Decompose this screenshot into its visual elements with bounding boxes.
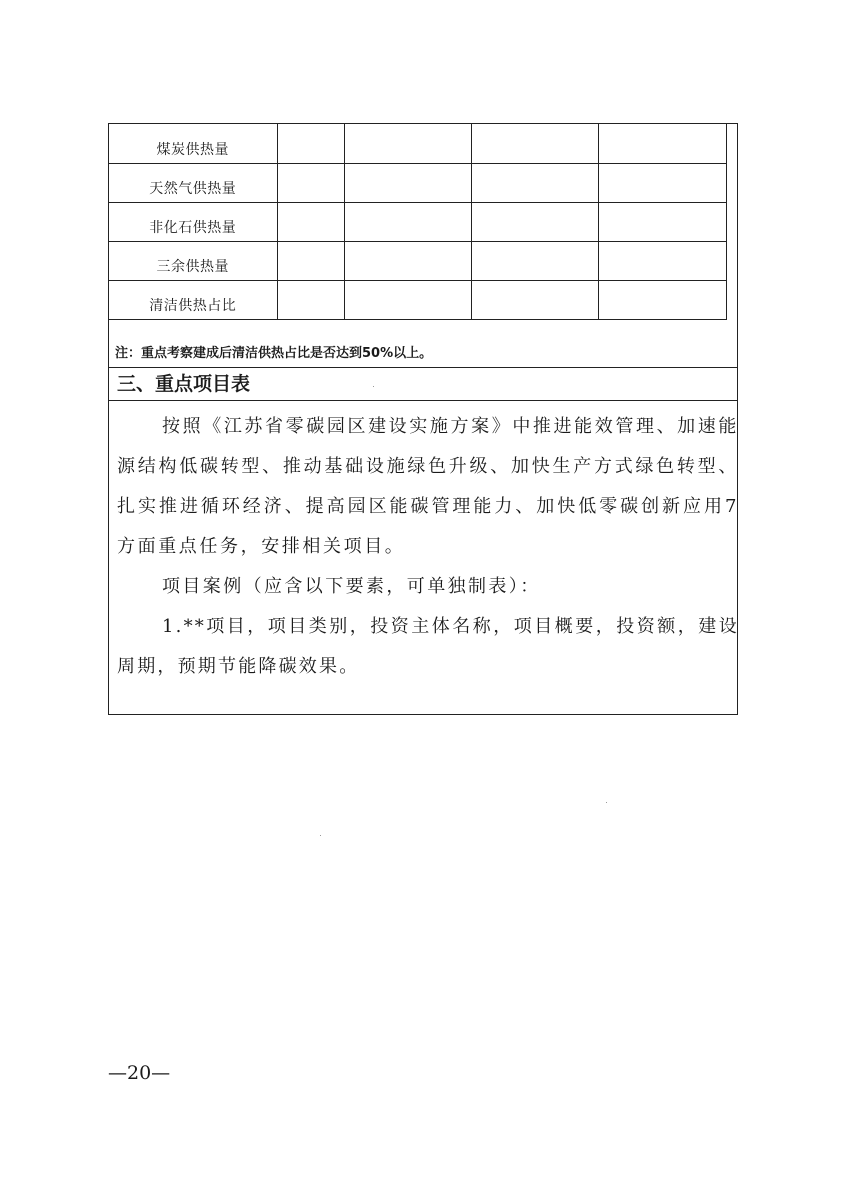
- scan-speck: [373, 386, 374, 387]
- section-divider-top: [109, 367, 737, 368]
- project-case-intro: 项目案例（应含以下要素，可单独制表）：: [162, 576, 541, 597]
- page-number: —20—: [108, 1062, 171, 1084]
- scan-speck: [606, 802, 607, 803]
- row-label-coal-heat: 煤炭供热量: [109, 124, 277, 163]
- table-cell: [471, 280, 598, 319]
- table-cell: [277, 241, 344, 280]
- table-row: [109, 202, 726, 241]
- project-item-1: 1.**项目，项目类别，投资主体名称，项目概要，投资额，建设周期，预期节能降碳效果。: [117, 616, 739, 677]
- heat-supply-table: [109, 124, 727, 320]
- table-cell: [277, 280, 344, 319]
- table-row: [109, 124, 726, 163]
- table-row: [109, 241, 726, 280]
- scan-speck: [320, 835, 321, 836]
- section-divider-bottom: [109, 400, 737, 401]
- section-body-paragraph: 按照《江苏省零碳园区建设实施方案》中推进能效管理、加速能源结构低碳转型、推动基础设施绿色升级、加快生产方式绿色转型、扎实推进循环经济、提高园区能碳管理能力、加快低零碳创新应用7方面重点任务，安排相关项目。: [117, 416, 739, 557]
- table-cell: [471, 124, 598, 163]
- table-cell: [344, 202, 471, 241]
- row-label-non-fossil-heat: 非化石供热量: [109, 202, 277, 241]
- table-cell: [277, 202, 344, 241]
- table-row: [109, 280, 726, 319]
- table-cell: [471, 163, 598, 202]
- table-cell: [277, 163, 344, 202]
- table-cell: [471, 202, 598, 241]
- table-row: [109, 163, 726, 202]
- table-cell: [277, 124, 344, 163]
- table-cell: [344, 280, 471, 319]
- table-note: 注：重点考察建成后清洁供热占比是否达到50%以上。: [115, 346, 433, 361]
- row-label-waste-heat: 三余供热量: [109, 241, 277, 280]
- form-frame: [108, 123, 738, 715]
- table-cell: [598, 124, 726, 163]
- section-title: 三、重点项目表: [117, 373, 251, 395]
- table-cell: [344, 124, 471, 163]
- table-cell: [598, 163, 726, 202]
- row-label-gas-heat: 天然气供热量: [109, 163, 277, 202]
- table-cell: [598, 280, 726, 319]
- table-cell: [344, 241, 471, 280]
- table-cell: [598, 202, 726, 241]
- table-cell: [471, 241, 598, 280]
- row-label-clean-heat-ratio: 清洁供热占比: [109, 280, 277, 319]
- table-cell: [344, 163, 471, 202]
- table-cell: [598, 241, 726, 280]
